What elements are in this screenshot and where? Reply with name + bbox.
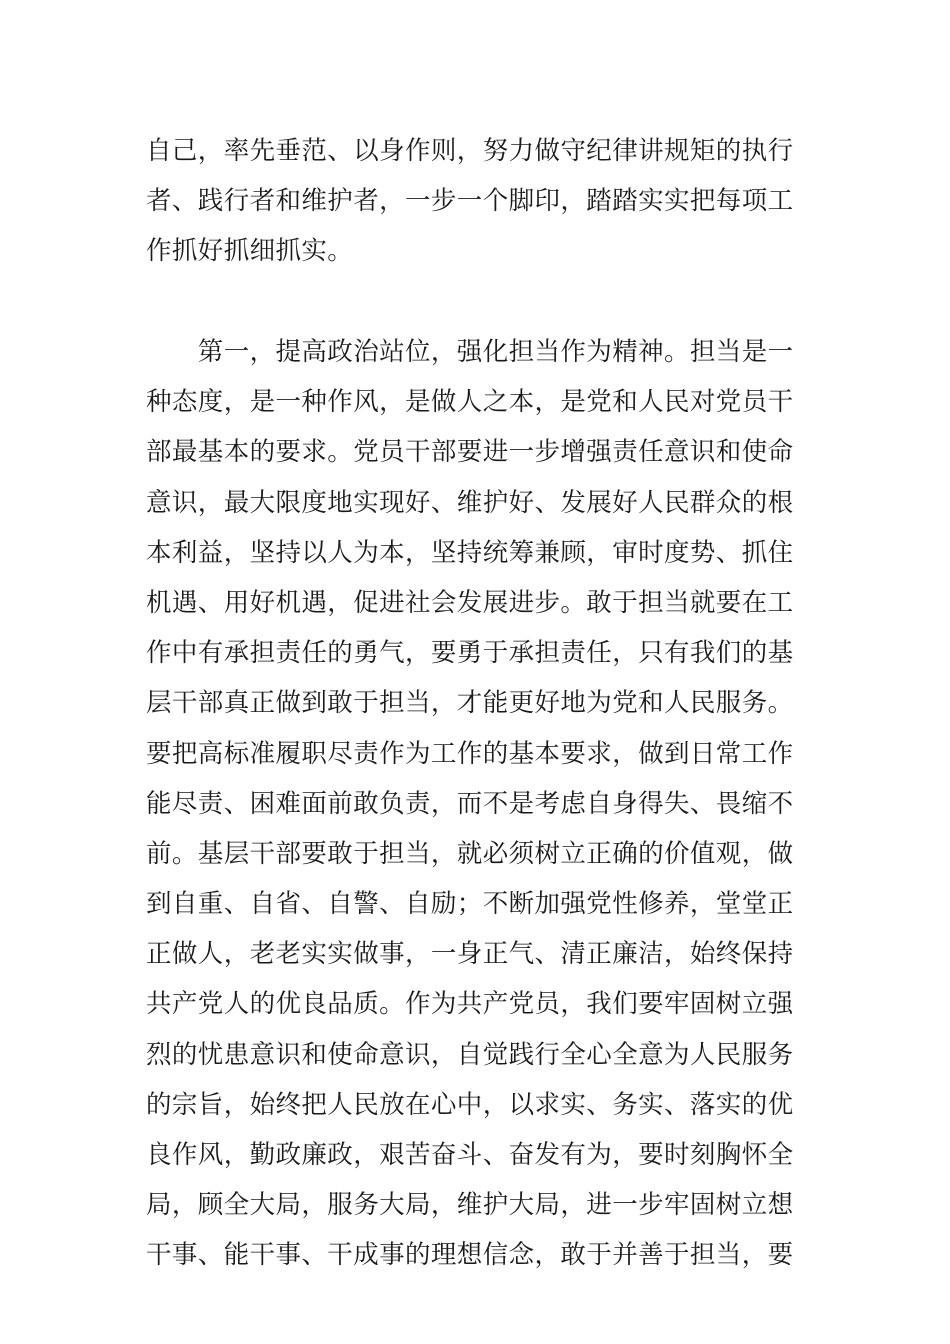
paragraph-first-point: [146, 327, 806, 1281]
text-line: 共产党人的优良品质。作为共产党员，我们要牢固树立强: [146, 989, 794, 1020]
text-line: 种态度，是一种作风，是做人之本，是党和人民对党员干: [146, 387, 794, 418]
text-line: 自己，率先垂范、以身作则，努力做守纪律讲规矩的执行: [146, 136, 794, 166]
text-line: 局，顾全大局，服务大局，维护大局，进一步牢固树立想: [146, 1190, 794, 1221]
text-line: 作中有承担责任的勇气，要勇于承担责任，只有我们的基: [146, 638, 794, 669]
paragraph-continuation: [146, 126, 806, 277]
text-line: 作抓好抓细抓实。: [146, 236, 354, 267]
text-line: 正做人，老老实实做事，一身正气、清正廉洁，始终保持: [146, 939, 794, 970]
text-line: 本利益，坚持以人为本，坚持统筹兼顾，审时度势、抓住: [146, 537, 794, 568]
text-line: 前。基层干部要敢于担当，就必须树立正确的价值观，做: [146, 838, 794, 869]
text-line: 层干部真正做到敢于担当，才能更好地为党和人民服务。: [146, 688, 794, 719]
text-line: 机遇、用好机遇，促进社会发展进步。敢于担当就要在工: [146, 587, 794, 618]
text-line: 意识，最大限度地实现好、维护好、发展好人民群众的根: [146, 487, 794, 518]
text-line: 部最基本的要求。党员干部要进一步增强责任意识和使命: [146, 437, 794, 468]
text-line: 第一，提高政治站位，强化担当作为精神。担当是一: [146, 337, 794, 367]
text-line: 能尽责、困难面前敢负责，而不是考虑自身得失、畏缩不: [146, 788, 794, 819]
text-line: 干事、能干事、干成事的理想信念，敢于并善于担当，要: [146, 1240, 794, 1271]
text-line: 良作风，勤政廉政，艰苦奋斗、奋发有为，要时刻胸怀全: [146, 1140, 794, 1170]
text-line: 烈的忧患意识和使命意识，自觉践行全心全意为人民服务: [146, 1039, 794, 1070]
text-line: 者、践行者和维护者，一步一个脚印，踏踏实实把每项工: [146, 186, 794, 217]
text-line: 到自重、自省、自警、自励；不断加强党性修养，堂堂正: [146, 889, 794, 920]
text-line: 要把高标准履职尽责作为工作的基本要求，做到日常工作: [146, 738, 794, 769]
text-line: 的宗旨，始终把人民放在心中，以求实、务实、落实的优: [146, 1089, 794, 1120]
